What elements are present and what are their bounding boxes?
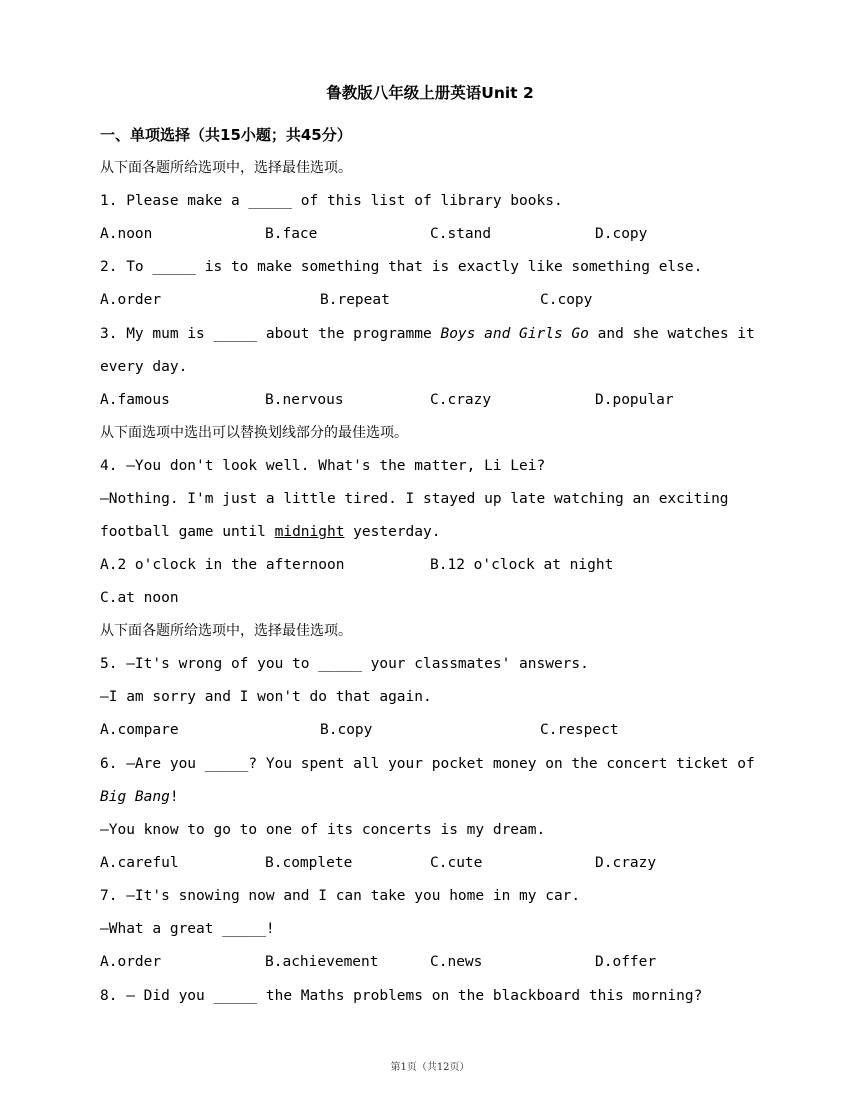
q4-text-start: football game until (100, 524, 275, 540)
question-6-line2 (100, 787, 179, 807)
question-7: 7. —It's snowing now and I can take you home in my car. (100, 888, 581, 904)
q3-text-end: and she watches it (588, 326, 755, 342)
question-5: 5. —It's wrong of you to _____ your classmates' answers. (100, 656, 589, 672)
q5-option-c: C.respect (540, 722, 619, 738)
q4-text-end: yesterday. (344, 524, 441, 540)
q4-option-b: B.12 o'clock at night (430, 557, 614, 573)
q6-option-a: A.careful (100, 855, 179, 871)
q4-option-c: C.at noon (100, 590, 179, 606)
question-3-cont: every day. (100, 359, 188, 375)
instruction-text: 从下面各题所给选项中，选择最佳选项。 (100, 623, 352, 639)
question-5-line2: —I am sorry and I won't do that again. (100, 689, 432, 705)
q2-option-b: B.repeat (320, 292, 390, 308)
document-title: 鲁教版八年级上册英语Unit 2 (326, 84, 534, 102)
q1-option-c: C.stand (430, 226, 492, 242)
section-heading: 一、单项选择（共15小题；共45分） (100, 126, 352, 144)
instruction-text: 从下面各题所给选项中，选择最佳选项。 (100, 160, 352, 176)
page-footer: 第1页（共12页） (390, 1062, 470, 1073)
q7-option-d: D.offer (595, 954, 657, 970)
question-4: 4. —You don't look well. What's the matter, Li Lei? (100, 458, 546, 474)
q6-band-name: Big Bang (100, 789, 170, 805)
question-2: 2. To _____ is to make something that is exactly like something else. (100, 259, 703, 275)
question-7-line2: —What a great _____! (100, 921, 275, 937)
question-4-line2: —Nothing. I'm just a little tired. I stayed up late watching an exciting (100, 491, 729, 507)
q2-option-a: A.order (100, 292, 162, 308)
q7-option-b: B.achievement (265, 954, 379, 970)
question-6: 6. —Are you _____? You spent all your pocket money on the concert ticket of (100, 756, 755, 772)
question-4-line3 (100, 522, 440, 542)
question-1: 1. Please make a _____ of this list of library books. (100, 193, 563, 209)
q2-option-c: C.copy (540, 292, 593, 308)
q3-text-start: 3. My mum is _____ about the programme (100, 326, 441, 342)
q3-option-a: A.famous (100, 392, 170, 408)
q6-option-b: B.complete (265, 855, 353, 871)
question-6-line3: —You know to go to one of its concerts is my dream. (100, 822, 546, 838)
q1-option-b: B.face (265, 226, 318, 242)
q3-programme-title: Boys and Girls Go (440, 326, 589, 342)
q6-option-c: C.cute (430, 855, 483, 871)
q3-option-c: C.crazy (430, 392, 492, 408)
q6-option-d: D.crazy (595, 855, 657, 871)
q5-option-b: B.copy (320, 722, 373, 738)
q1-option-a: A.noon (100, 226, 153, 242)
q7-option-c: C.news (430, 954, 483, 970)
q6-exclamation: ! (169, 789, 179, 805)
q3-option-d: D.popular (595, 392, 674, 408)
q7-option-a: A.order (100, 954, 162, 970)
q1-option-d: D.copy (595, 226, 648, 242)
instruction-text: 从下面选项中选出可以替换划线部分的最佳选项。 (100, 425, 408, 441)
q3-option-b: B.nervous (265, 392, 344, 408)
q4-underlined-word: midnight (274, 524, 345, 540)
question-3 (100, 324, 755, 344)
q5-option-a: A.compare (100, 722, 179, 738)
q4-option-a: A.2 o'clock in the afternoon (100, 557, 345, 573)
question-8: 8. — Did you _____ the Maths problems on the blackboard this morning? (100, 988, 703, 1004)
